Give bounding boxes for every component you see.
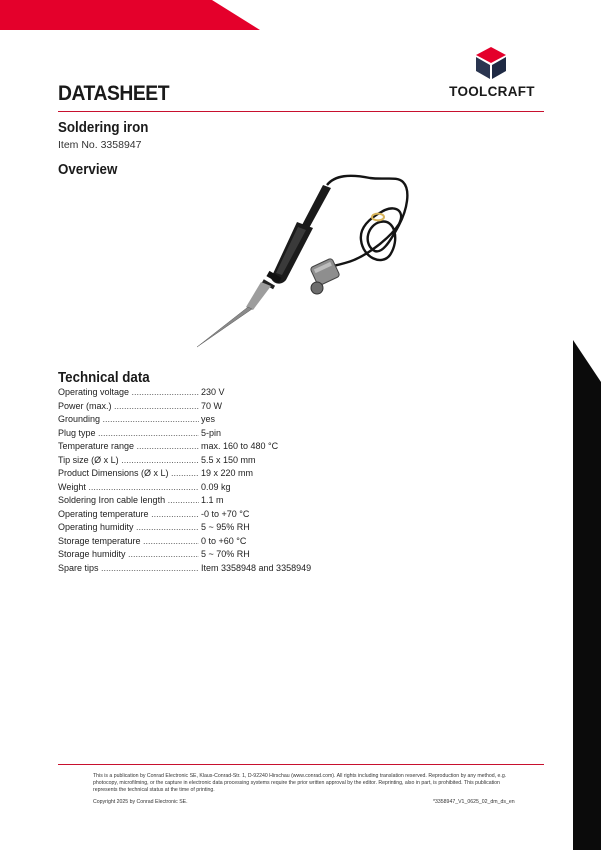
- copyright-text: Copyright 2025 by Conrad Electronic SE.: [93, 799, 188, 805]
- spec-row: [58, 481, 358, 495]
- spec-row: [58, 535, 358, 549]
- spec-value: 5 ~ 95% RH: [201, 522, 250, 532]
- soldering-iron-image: [185, 170, 435, 355]
- spec-value: 5-pin: [201, 427, 222, 438]
- document-code: *3358947_V1_0625_02_dm_ds_en: [433, 799, 515, 805]
- spec-value: Item 3358948 and 3358949: [201, 562, 312, 573]
- spec-value: yes: [201, 414, 216, 424]
- spec-label: Storage temperature .....: [58, 535, 199, 549]
- spec-row: [58, 521, 358, 535]
- spec-row: [58, 413, 358, 427]
- spec-value: -0 to +70 °C: [201, 508, 250, 519]
- spec-row: [58, 548, 358, 562]
- red-corner-accent: [0, 0, 260, 30]
- spec-label: Storage humidity .....: [58, 548, 199, 562]
- spec-value: 5.5 x 150 mm: [201, 454, 256, 465]
- spec-row: [58, 508, 358, 522]
- spec-label: Operating temperature .....: [58, 508, 199, 522]
- spec-row: [58, 454, 358, 468]
- page-title: DATASHEET: [58, 82, 170, 105]
- product-name: Soldering iron: [58, 120, 149, 136]
- spec-row: [58, 386, 358, 400]
- spec-value: 0.09 kg: [201, 481, 231, 492]
- overview-heading: Overview: [58, 162, 118, 178]
- spec-row: [58, 400, 358, 414]
- spec-label: Operating voltage .....: [58, 386, 199, 400]
- brand-name: TOOLCRAFT: [449, 84, 535, 99]
- spec-row: [58, 427, 358, 441]
- spec-row: [58, 467, 358, 481]
- spec-row: [58, 494, 358, 508]
- footer-divider: [58, 764, 544, 765]
- spec-label: Grounding .....: [58, 413, 199, 427]
- spec-label: Temperature range .....: [58, 440, 199, 454]
- technical-data-heading: Technical data: [58, 370, 150, 386]
- spec-label: Tip size (Ø x L) .....: [58, 454, 199, 468]
- spec-label: Product Dimensions (Ø x L) .....: [58, 467, 199, 481]
- cube-logo-icon: [474, 46, 508, 80]
- spec-value: 19 x 220 mm: [201, 468, 254, 478]
- spec-value: 230 V: [201, 387, 225, 397]
- spec-label: Operating humidity .....: [58, 521, 199, 535]
- spec-value: 70 W: [201, 400, 223, 411]
- item-number: Item No. 3358947: [58, 139, 142, 151]
- header-divider: [58, 111, 544, 112]
- spec-label: Weight .....: [58, 481, 199, 495]
- spec-label: Power (max.) .....: [58, 400, 199, 414]
- technical-data-table: [58, 386, 358, 575]
- legal-notice: This is a publication by Conrad Electronic SE, Klaus-Conrad-Str. 1, D-92240 Hirschau (www.conrad.com). All rights including translation reserved. Reproduction by any method, e.g. photocopy, microfilming, or the capture in electronic data processing systems require the prior written approval by the editor. Reprinting, also in part, is prohibited. This publication represents the technical status at the time of printing.: [93, 773, 507, 794]
- right-edge-bar: [573, 340, 601, 850]
- spec-label: Soldering Iron cable length .....: [58, 494, 199, 508]
- spec-row: [58, 440, 358, 454]
- spec-value: 5 ~ 70% RH: [201, 549, 250, 559]
- brand-logo: [440, 46, 544, 102]
- spec-label: Spare tips .....: [58, 562, 199, 576]
- spec-value: 0 to +60 °C: [201, 535, 247, 546]
- spec-value: max. 160 to 480 °C: [201, 441, 279, 451]
- spec-label: Plug type .....: [58, 427, 199, 441]
- spec-row: [58, 562, 358, 576]
- spec-value: 1.1 m: [201, 495, 224, 505]
